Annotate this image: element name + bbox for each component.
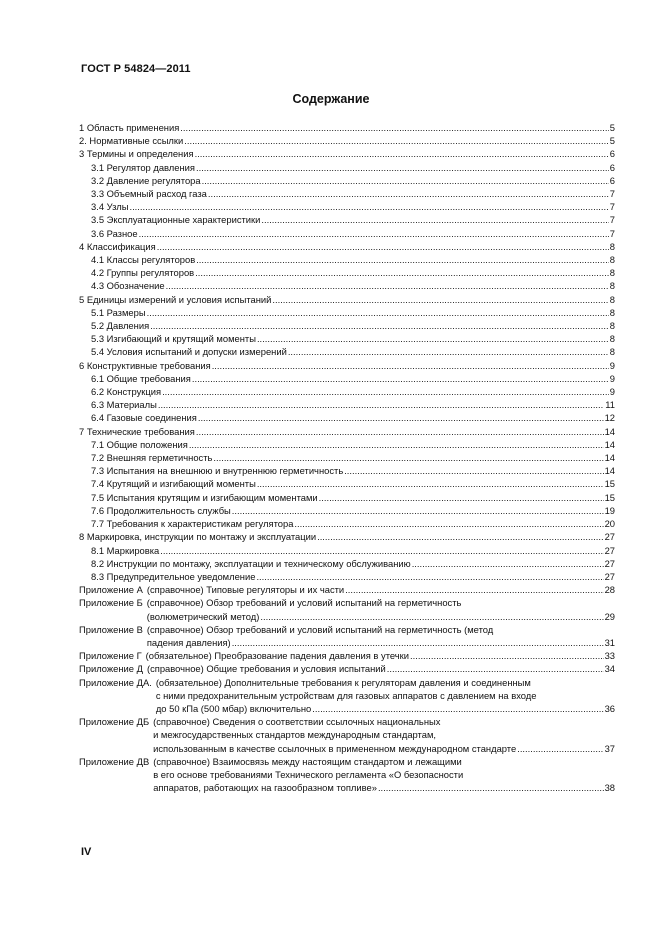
annex-page: 36 bbox=[604, 702, 615, 714]
toc-entry[interactable] bbox=[79, 121, 615, 134]
toc-entry-title: 8.2 Инструкции по монтажу, эксплуатации и техническому обслуживанию bbox=[91, 557, 411, 569]
toc-entry[interactable] bbox=[79, 306, 615, 319]
leader-dots bbox=[198, 411, 604, 424]
toc-entry-page: 7 bbox=[609, 227, 615, 239]
toc-entry-page: 14 bbox=[604, 438, 615, 450]
leader-dots bbox=[202, 174, 609, 187]
toc-entry-title: 8 Маркировка, инструкции по монтажу и эксплуатации bbox=[79, 531, 317, 543]
toc-entry-page: 7 bbox=[609, 188, 615, 200]
toc-entry-title: 5 Единицы измерений и условия испытаний bbox=[79, 293, 272, 305]
toc-entry-page: 7 bbox=[609, 201, 615, 213]
annex-title-line: с ними предохранительным устройствам для газовых аппаратов с давлением на входе bbox=[155, 689, 537, 701]
leader-dots bbox=[344, 464, 603, 477]
toc-entry-page: 8 bbox=[609, 293, 615, 305]
annex-body bbox=[143, 662, 615, 675]
leader-dots bbox=[162, 385, 609, 398]
toc-entry-page: 11 bbox=[605, 399, 615, 411]
toc-entry-page: 12 bbox=[604, 412, 615, 424]
toc-entry-title: 3.5 Эксплуатационные характеристики bbox=[91, 214, 261, 226]
leader-dots bbox=[345, 583, 603, 596]
annex-page: 34 bbox=[604, 663, 615, 675]
annex-title-line: и межгосударственных стандартов международным стандартам, bbox=[153, 729, 436, 741]
toc-entry-title: 7.5 Испытания крутящим и изгибающим моментами bbox=[91, 491, 318, 503]
leader-dots bbox=[160, 544, 603, 557]
leader-dots bbox=[208, 187, 609, 200]
leader-dots bbox=[213, 451, 603, 464]
toc-entry-title: 4 Классификация bbox=[79, 240, 156, 252]
toc-annex-entry[interactable] bbox=[79, 596, 615, 622]
annex-title-line: (обязательное) Преобразование падения давления в утечки bbox=[145, 650, 410, 662]
toc-annex-entry[interactable] bbox=[79, 583, 615, 596]
annex-body bbox=[149, 715, 615, 755]
toc-annex-entry[interactable] bbox=[79, 755, 615, 795]
toc-entry-page: 8 bbox=[609, 280, 615, 292]
toc-entry-title: 4.3 Обозначение bbox=[91, 280, 165, 292]
toc-entry-page: 14 bbox=[604, 425, 615, 437]
annex-prefix: Приложение А bbox=[79, 584, 143, 596]
toc-entry[interactable] bbox=[79, 319, 615, 332]
toc-entry[interactable] bbox=[79, 332, 615, 345]
toc-entry[interactable] bbox=[79, 147, 615, 160]
toc-entry-page: 20 bbox=[604, 518, 615, 530]
annex-body bbox=[152, 676, 615, 716]
toc-entry-title: 1 Область применения bbox=[79, 122, 180, 133]
toc-entry-title: 7.3 Испытания на внешнюю и внутреннюю герметичность bbox=[91, 465, 344, 477]
toc-entry[interactable] bbox=[79, 200, 615, 213]
leader-dots bbox=[387, 662, 604, 675]
annex-title-line: (справочное) Взаимосвязь между настоящим стандартом и лежащими bbox=[153, 755, 462, 767]
toc-entry-page: 5 bbox=[609, 135, 615, 147]
annex-title-line: (обязательное) Дополнительные требования к регуляторам давления и соединенным bbox=[155, 676, 531, 688]
toc-entry-page: 8 bbox=[609, 267, 615, 279]
toc-entry-title: 8.3 Предупредительное уведомление bbox=[91, 570, 256, 582]
toc-entry[interactable] bbox=[79, 411, 615, 424]
toc-entry-title: 2. Нормативные ссылки bbox=[79, 135, 184, 147]
toc-entry[interactable] bbox=[79, 161, 615, 174]
toc-entry[interactable] bbox=[79, 530, 615, 543]
toc-entry[interactable] bbox=[79, 359, 615, 372]
leader-dots bbox=[517, 742, 603, 755]
toc-annex-entry[interactable] bbox=[79, 662, 615, 675]
annex-page: 33 bbox=[604, 650, 615, 662]
leader-dots bbox=[189, 438, 604, 451]
toc-entry-page: 8 bbox=[609, 306, 615, 318]
toc-annex-list bbox=[79, 583, 615, 794]
leader-dots bbox=[260, 610, 603, 623]
annex-title-line: аппаратов, работающих на газообразном топливе» bbox=[153, 782, 377, 794]
annex-title-line: использованным в качестве ссылочных в примененном международном стандарте bbox=[153, 742, 517, 754]
table-of-contents bbox=[79, 121, 615, 794]
annex-title-line: (волюметрический метод) bbox=[146, 610, 260, 622]
toc-entry-page: 6 bbox=[609, 174, 615, 186]
leader-dots bbox=[261, 213, 608, 226]
toc-entry-page: 14 bbox=[604, 452, 615, 464]
leader-dots bbox=[272, 293, 608, 306]
toc-entry[interactable] bbox=[79, 491, 615, 504]
toc-entry-title: 5.3 Изгибающий и крутящий моменты bbox=[91, 333, 256, 345]
toc-entry[interactable] bbox=[79, 544, 615, 557]
annex-body bbox=[143, 596, 615, 622]
toc-entry[interactable] bbox=[79, 174, 615, 187]
toc-entry-page: 27 bbox=[604, 570, 615, 582]
leader-dots bbox=[139, 227, 609, 240]
toc-entry-page: 9 bbox=[609, 359, 615, 371]
annex-page: 31 bbox=[604, 636, 615, 648]
annex-page: 29 bbox=[604, 610, 615, 622]
toc-entry-title: 6.3 Материалы bbox=[91, 399, 157, 411]
annex-title-line: в его основе требованиями Технического регламента «О безопасности bbox=[153, 768, 464, 780]
leader-dots bbox=[195, 266, 609, 279]
toc-annex-entry[interactable] bbox=[79, 649, 615, 662]
leader-dots bbox=[147, 306, 609, 319]
leader-dots bbox=[257, 477, 604, 490]
leader-dots bbox=[157, 240, 609, 253]
annex-prefix: Приложение Г bbox=[79, 650, 142, 662]
leader-dots bbox=[257, 332, 609, 345]
annex-title-line: (справочное) Обзор требований и условий испытаний на герметичность bbox=[146, 597, 462, 609]
toc-entry-title: 3.2 Давление регулятора bbox=[91, 174, 201, 186]
leader-dots bbox=[232, 636, 604, 649]
annex-prefix: Приложение ДБ bbox=[79, 716, 150, 728]
toc-entry[interactable] bbox=[79, 134, 615, 147]
toc-entry[interactable] bbox=[79, 425, 615, 438]
leader-dots bbox=[196, 253, 609, 266]
page-number: IV bbox=[81, 846, 92, 858]
toc-entry-title: 4.1 Классы регуляторов bbox=[91, 254, 196, 266]
toc-entry[interactable] bbox=[79, 213, 615, 226]
leader-dots bbox=[196, 161, 609, 174]
leader-dots bbox=[166, 279, 609, 292]
annex-body bbox=[149, 755, 615, 795]
annex-prefix: Приложение ДВ bbox=[79, 755, 150, 767]
annex-title-line: (справочное) Сведения о соответствии ссылочных национальных bbox=[153, 716, 441, 728]
annex-title-line: (справочное) Общие требования и условия испытаний bbox=[146, 663, 386, 675]
toc-entry-page: 7 bbox=[609, 214, 615, 226]
toc-entry-page: 8 bbox=[609, 346, 615, 358]
toc-entry-page: 9 bbox=[609, 386, 615, 398]
leader-dots bbox=[232, 504, 604, 517]
annex-page: 38 bbox=[604, 782, 615, 794]
toc-entry[interactable] bbox=[79, 345, 615, 358]
toc-entry[interactable] bbox=[79, 372, 615, 385]
annex-title-line: падения давления) bbox=[146, 636, 231, 648]
toc-entry[interactable] bbox=[79, 187, 615, 200]
leader-dots bbox=[410, 649, 604, 662]
toc-entry[interactable] bbox=[79, 477, 615, 490]
leader-dots bbox=[129, 200, 608, 213]
toc-entry-title: 7.4 Крутящий и изгибающий моменты bbox=[91, 478, 256, 490]
leader-dots bbox=[294, 517, 603, 530]
annex-prefix: Приложение Д bbox=[79, 663, 143, 675]
leader-dots bbox=[312, 702, 603, 715]
toc-entry-page: 9 bbox=[609, 372, 615, 384]
toc-entry-title: 6.2 Конструкция bbox=[91, 386, 162, 398]
toc-entry-title: 3.3 Объемный расход газа bbox=[91, 188, 207, 200]
toc-entry[interactable] bbox=[79, 253, 615, 266]
toc-entry-title: 6.4 Газовые соединения bbox=[91, 412, 197, 424]
toc-entry-page: 27 bbox=[604, 544, 615, 556]
toc-entry-title: 4.2 Группы регуляторов bbox=[91, 267, 195, 279]
toc-main-list bbox=[79, 121, 615, 583]
toc-entry[interactable] bbox=[79, 398, 615, 411]
leader-dots bbox=[195, 147, 609, 160]
annex-title-line: до 50 кПа (500 мбар) включительно bbox=[155, 702, 312, 714]
toc-entry[interactable] bbox=[79, 279, 615, 292]
toc-entry[interactable] bbox=[79, 293, 615, 306]
toc-entry[interactable] bbox=[79, 227, 615, 240]
toc-entry[interactable] bbox=[79, 557, 615, 570]
toc-entry-title: 6 Конструктивные требования bbox=[79, 359, 211, 371]
toc-entry-page: 15 bbox=[604, 491, 615, 503]
annex-title-line: (справочное) Типовые регуляторы и их части bbox=[146, 584, 345, 596]
toc-entry-page: 6 bbox=[609, 161, 615, 173]
toc-entry[interactable] bbox=[79, 266, 615, 279]
toc-entry-page: 8 bbox=[609, 254, 615, 266]
toc-entry-page: 15 bbox=[604, 478, 615, 490]
toc-annex-entry[interactable] bbox=[79, 676, 615, 716]
annex-prefix: Приложение В bbox=[79, 623, 143, 635]
toc-entry-title: 5.4 Условия испытаний и допуски измерений bbox=[91, 346, 287, 358]
leader-dots bbox=[196, 425, 604, 438]
toc-entry[interactable] bbox=[79, 570, 615, 583]
leader-dots bbox=[288, 345, 609, 358]
toc-entry-page: 27 bbox=[604, 557, 615, 569]
toc-entry[interactable] bbox=[79, 451, 615, 464]
toc-annex-entry[interactable] bbox=[79, 715, 615, 755]
annex-prefix: Приложение ДА. bbox=[79, 676, 152, 688]
toc-entry-page: 19 bbox=[604, 504, 615, 516]
annex-body bbox=[142, 649, 615, 662]
toc-entry-title: 5.2 Давления bbox=[91, 320, 150, 332]
leader-dots bbox=[180, 121, 608, 134]
toc-entry[interactable] bbox=[79, 438, 615, 451]
leader-dots bbox=[317, 530, 603, 543]
toc-entry-title: 6.1 Общие требования bbox=[91, 372, 191, 384]
leader-dots bbox=[212, 359, 609, 372]
toc-entry[interactable] bbox=[79, 240, 615, 253]
toc-entry[interactable] bbox=[79, 464, 615, 477]
toc-entry-page: 14 bbox=[604, 465, 615, 477]
leader-dots bbox=[319, 491, 604, 504]
annex-body bbox=[143, 623, 615, 649]
toc-entry-title: 7.2 Внешняя герметичность bbox=[91, 452, 213, 464]
toc-entry-title: 5.1 Размеры bbox=[91, 306, 146, 318]
toc-entry[interactable] bbox=[79, 517, 615, 530]
leader-dots bbox=[256, 570, 603, 583]
leader-dots bbox=[192, 372, 609, 385]
leader-dots bbox=[184, 134, 609, 147]
toc-entry-title: 7.6 Продолжительность службы bbox=[91, 504, 231, 516]
toc-entry-page: 8 bbox=[609, 320, 615, 332]
toc-entry-title: 7.1 Общие положения bbox=[91, 438, 188, 450]
page-title: Содержание bbox=[292, 92, 370, 106]
leader-dots bbox=[412, 557, 604, 570]
annex-page: 37 bbox=[604, 742, 615, 754]
toc-entry-page: 5 bbox=[609, 122, 615, 133]
leader-dots bbox=[150, 319, 609, 332]
toc-entry-page: 6 bbox=[609, 148, 615, 160]
toc-annex-entry[interactable] bbox=[79, 623, 615, 649]
annex-page: 28 bbox=[604, 584, 615, 596]
annex-prefix: Приложение Б bbox=[79, 597, 143, 609]
toc-entry-title: 7 Технические требования bbox=[79, 425, 195, 437]
toc-entry-title: 3 Термины и определения bbox=[79, 148, 194, 160]
toc-entry-title: 3.4 Узлы bbox=[91, 201, 129, 213]
toc-entry-title: 8.1 Маркировка bbox=[91, 544, 160, 556]
annex-body bbox=[143, 583, 615, 596]
document-header: ГОСТ Р 54824—2011 bbox=[81, 63, 191, 75]
toc-entry[interactable] bbox=[79, 385, 615, 398]
toc-entry-title: 3.1 Регулятор давления bbox=[91, 161, 195, 173]
toc-entry-page: 8 bbox=[609, 240, 615, 252]
leader-dots bbox=[378, 781, 604, 794]
toc-entry-title: 7.7 Требования к характеристикам регулятора bbox=[91, 518, 294, 530]
toc-entry[interactable] bbox=[79, 504, 615, 517]
toc-entry-page: 27 bbox=[604, 531, 615, 543]
toc-entry-page: 8 bbox=[609, 333, 615, 345]
annex-title-line: (справочное) Обзор требований и условий испытаний на герметичность (метод bbox=[146, 623, 494, 635]
leader-dots bbox=[158, 398, 604, 411]
toc-entry-title: 3.6 Разное bbox=[91, 227, 138, 239]
